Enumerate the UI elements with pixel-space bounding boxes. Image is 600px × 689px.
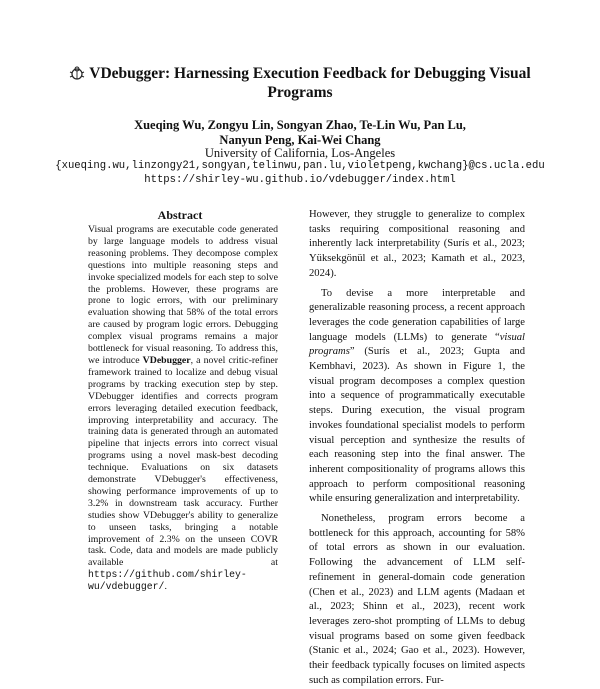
abstract-body: [88, 224, 278, 593]
project-url[interactable]: https://shirley-wu.github.io/vdebugger/index.html: [144, 174, 456, 186]
bug-icon: [69, 66, 85, 80]
title-line-2: Programs: [267, 84, 333, 101]
intro-paragraph-2: [309, 287, 525, 508]
p2-text-b: ” (Surís et al., 2023; Gupta and Kembhavi, 2023). As shown in Figure 1, the visual program decomposes a complex question into a sequence of programmatically executable steps. During execution, the visual program invokes foundational specialist models to perform visual perception and synthesize the results of each reasoning step into the final answer. The inherent compositionality of programs allows this approach to perform compositional reasoning while ensuring generalization and interpretability.: [309, 346, 525, 505]
abstract-text-b: , a novel critic-refiner framework trained to localize and debug visual programs by tracking execution step by step. VDebugger identifies and corrects program errors leveraging detailed execution feedback, improving interpretability and accuracy. The training data is generated through an automated pipeline that injects errors into correct visual programs using a novel mask-best decoding technique. Evaluations on six datasets demonstrate VDebugger's effectiveness, showing performance improvements of up to 3.2% in downstream task accuracy. Further studies show VDebugger's ability to generalize to unseen tasks, bringing a notable improvement of 2.3% on the unseen COVR task. Code, data and models are made publicly available at: [88, 354, 278, 569]
abstract-heading: Abstract: [157, 208, 203, 222]
author-list: [40, 118, 560, 148]
authors-line-1: Xueqing Wu, Zongyu Lin, Songyan Zhao, Te-Lin Wu, Pan Lu,: [134, 118, 466, 132]
visual-programs-term: visual programs: [309, 331, 525, 358]
authors-line-2: Nanyun Peng, Kai-Wei Chang: [219, 133, 381, 147]
intro-paragraph-1: However, they struggle to generalize to complex tasks requiring compositional reasoning and inherently lack interpretability (Surís et al., 2023; Yüksekgönül et al., 2023; Kamath et al., 2023, 2024).: [309, 209, 525, 279]
intro-column: [309, 208, 525, 689]
title-line-1: VDebugger: Harnessing Execution Feedback for Debugging Visual: [89, 65, 531, 82]
code-url-link[interactable]: https://github.com/shirley-wu/vdebugger/: [88, 569, 247, 593]
p2-text-a: To devise a more interpretable and generalizable reasoning process, a recent approach leverages the code generation capabilities of large language models (LLMs) to generate “: [309, 287, 525, 343]
affiliation: University of California, Los-Angeles: [204, 146, 396, 160]
intro-paragraph-3: Nonetheless, program errors become a bottleneck for this approach, accounting for 58% of total errors as shown in our evaluation. Following the advancement of LLM self-refinement in general-domain code generation (Chen et al., 2023) and LLM agents (Madaan et al., 2023; Shinn et al., 2023), recent work leverages zero-shot prompting of LLMs to debug visual programs based on some given feedback (Stanic et al., 2024; Gao et al., 2023). However, their feedback typically focuses on limited aspects such as compilation errors. Fur-: [309, 513, 525, 686]
abstract-text-a: Visual programs are executable code generated by large language models to address visual reasoning problems. They decompose complex questions into multiple reasoning steps and invoke specialized models for each step to solve the problems. However, these programs are prone to logic errors, with our preliminary evaluation showing that 58% of the total errors are caused by program logic errors. Debugging complex visual programs remains a major bottleneck for visual reasoning. To address this, we introduce: [88, 224, 278, 366]
abstract-text-end: .: [164, 581, 167, 593]
paper-title: [40, 64, 560, 102]
vdebugger-name: VDebugger: [142, 354, 191, 366]
author-emails[interactable]: {xueqing.wu,linzongy21,songyan,telinwu,pan.lu,violetpeng,kwchang}@cs.ucla.edu: [55, 160, 545, 172]
